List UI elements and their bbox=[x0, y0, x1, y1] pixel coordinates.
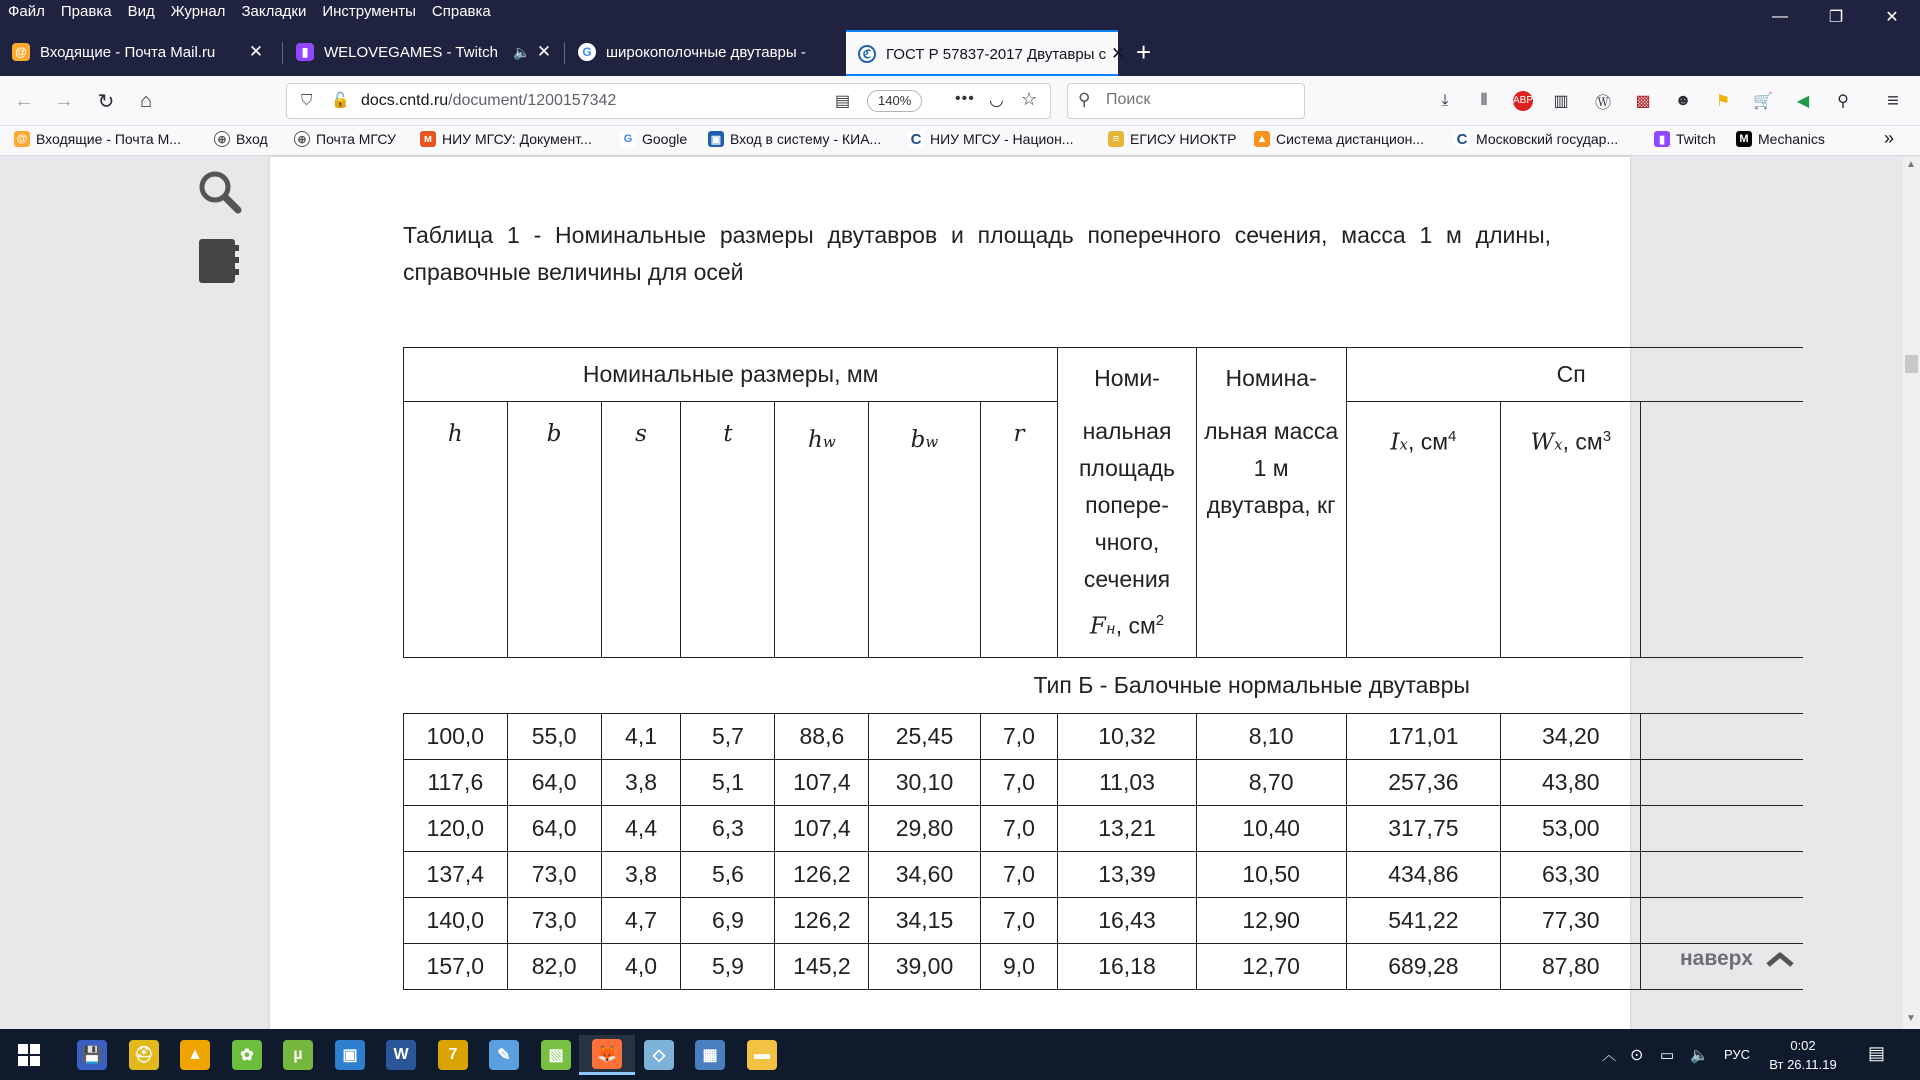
header-area bbox=[1058, 348, 1196, 658]
menu-item[interactable]: Закладки bbox=[241, 3, 307, 20]
table-cell: 7,0 bbox=[980, 852, 1058, 898]
sketchbook-app-icon: ▧ bbox=[541, 1040, 571, 1070]
bookmark-egisu[interactable] bbox=[1108, 131, 1237, 147]
table-cell: 4,1 bbox=[601, 714, 681, 760]
new-tab-button[interactable]: + bbox=[1136, 36, 1152, 67]
header-col-hw: hw bbox=[775, 402, 869, 658]
header-reference-values: Сп bbox=[1346, 348, 1803, 402]
bookmark-google[interactable] bbox=[620, 131, 687, 147]
start-button[interactable] bbox=[0, 1035, 58, 1075]
sidebar-icon[interactable]: ▥ bbox=[1553, 93, 1569, 110]
cntd-icon: ℭ bbox=[858, 45, 876, 63]
table-cell: 34,15 bbox=[869, 898, 980, 944]
library-icon[interactable]: ⫴ bbox=[1480, 92, 1488, 109]
tab-google-search[interactable] bbox=[566, 36, 846, 68]
menu-item[interactable]: Справка bbox=[431, 3, 491, 20]
close-icon[interactable]: ✕ bbox=[1111, 44, 1126, 63]
table-cell: 3,8 bbox=[601, 852, 681, 898]
extension-red-icon[interactable]: ▩ bbox=[1635, 93, 1651, 110]
table-cell: 7,0 bbox=[980, 806, 1058, 852]
menu-item[interactable]: Вид bbox=[127, 3, 155, 20]
table-cell: 4,7 bbox=[601, 898, 681, 944]
bookmark-label: Twitch bbox=[1676, 131, 1716, 147]
google-icon: G bbox=[620, 131, 636, 147]
to-top-label: наверх bbox=[1680, 947, 1753, 970]
header-col-ix: Ix, $см^4$ bbox=[1346, 402, 1500, 658]
bookmark-label: Google bbox=[642, 131, 688, 147]
c-logo-icon: C bbox=[908, 131, 924, 147]
close-icon[interactable]: ✕ bbox=[248, 42, 264, 61]
table-cell: 73,0 bbox=[507, 852, 601, 898]
speaker-icon[interactable]: 🔈 bbox=[513, 43, 531, 60]
table-cell: 100,0 bbox=[404, 714, 508, 760]
taskbar-app[interactable] bbox=[682, 1035, 738, 1075]
table-cell: 157,0 bbox=[404, 944, 508, 990]
table-row bbox=[404, 714, 1804, 760]
insecure-lock-icon[interactable]: 🔓 bbox=[331, 92, 350, 109]
table-cell: 5,6 bbox=[681, 852, 775, 898]
table-cell: 73,0 bbox=[507, 898, 601, 944]
search-input[interactable] bbox=[1106, 91, 1296, 109]
table-row bbox=[404, 760, 1804, 806]
taskbar-app[interactable] bbox=[476, 1035, 532, 1075]
minimize-button[interactable]: — bbox=[1772, 8, 1788, 25]
url-text[interactable] bbox=[361, 92, 616, 110]
table-cell: 107,4 bbox=[775, 806, 869, 852]
header-col-s: s bbox=[601, 402, 681, 658]
close-window-button[interactable]: ✕ bbox=[1885, 9, 1899, 26]
explorer-app-icon: ▬ bbox=[747, 1040, 777, 1070]
bookmark-mgsu-documents[interactable] bbox=[420, 131, 592, 147]
table-cell: 29,80 bbox=[869, 806, 980, 852]
home-icon[interactable]: ⌂ bbox=[139, 89, 153, 112]
table-cell: 53,00 bbox=[1501, 806, 1641, 852]
close-icon[interactable]: ✕ bbox=[536, 42, 552, 61]
header-col-wx: Wx, $см^3$ bbox=[1501, 402, 1641, 658]
header-col-bw: bw bbox=[869, 402, 980, 658]
taskbar-app[interactable] bbox=[373, 1035, 429, 1075]
tab-title: широкополочные двутавры - bbox=[606, 43, 806, 61]
table-cell: 126,2 bbox=[775, 898, 869, 944]
menu-item[interactable]: Журнал bbox=[170, 3, 226, 20]
calculator-app-icon: ▦ bbox=[695, 1040, 725, 1070]
table-cell: 8,10 bbox=[1196, 714, 1346, 760]
taskbar-app[interactable] bbox=[579, 1035, 635, 1075]
bookmark-label: Система дистанцион... bbox=[1276, 131, 1425, 147]
table-cell: 117,6 bbox=[404, 760, 508, 806]
table-row bbox=[404, 806, 1804, 852]
archicad-app-icon: ▲ bbox=[180, 1040, 210, 1070]
maximize-button[interactable]: ❐ bbox=[1828, 9, 1844, 26]
bookmark-label: Mechanics bbox=[1758, 131, 1825, 147]
header-mass bbox=[1196, 348, 1346, 658]
bookmark-label: Входящие - Почта М... bbox=[36, 131, 181, 147]
table-cell: 16,43 bbox=[1058, 898, 1196, 944]
table-cell: 7,0 bbox=[980, 760, 1058, 806]
table-viewport bbox=[403, 347, 1612, 1047]
bookmark-label: Вход bbox=[236, 131, 268, 147]
bookmark-mechanics[interactable] bbox=[1736, 131, 1825, 147]
taskbar-app[interactable] bbox=[528, 1035, 584, 1075]
table-row bbox=[404, 898, 1804, 944]
bookmark-mgsu-national[interactable] bbox=[908, 131, 1073, 147]
table-cell: 64,0 bbox=[507, 760, 601, 806]
table-cell: 7,0 bbox=[980, 714, 1058, 760]
table-cell: 5,7 bbox=[681, 714, 775, 760]
header-area-top: Номи- bbox=[1094, 365, 1160, 391]
table-cell-empty bbox=[1641, 806, 1803, 852]
table-cell: 107,4 bbox=[775, 760, 869, 806]
table-cell: 434,86 bbox=[1346, 852, 1500, 898]
mgsu-icon: м bbox=[420, 131, 436, 147]
volume-icon[interactable]: 🔈 bbox=[1690, 1046, 1709, 1064]
forward-arrow-icon[interactable]: → bbox=[54, 89, 74, 112]
table-cell: 34,60 bbox=[869, 852, 980, 898]
bookmark-mail[interactable] bbox=[14, 131, 181, 147]
bookmark-label: НИУ МГСУ - Национ... bbox=[930, 131, 1074, 147]
scroll-thumb[interactable] bbox=[1905, 355, 1918, 373]
tab-separator bbox=[282, 42, 283, 64]
tab-mail[interactable] bbox=[0, 36, 274, 68]
mail-at-icon: @ bbox=[14, 131, 30, 147]
header-col-b: b bbox=[507, 402, 601, 658]
taskbar-app[interactable] bbox=[270, 1035, 326, 1075]
taskbar-app[interactable] bbox=[219, 1035, 275, 1075]
taskbar-app[interactable] bbox=[425, 1035, 481, 1075]
hamburger-menu-icon[interactable]: ≡ bbox=[1887, 89, 1899, 112]
defender-icon[interactable]: ⊙ bbox=[1630, 1046, 1644, 1064]
table-cell-empty bbox=[1641, 760, 1803, 806]
table-cell: 689,28 bbox=[1346, 944, 1500, 990]
taskbar-app[interactable] bbox=[322, 1035, 378, 1075]
table-cell: 6,9 bbox=[681, 898, 775, 944]
taskbar-app[interactable] bbox=[734, 1035, 790, 1075]
word-app-icon: W bbox=[386, 1040, 416, 1070]
google-icon: G bbox=[578, 43, 596, 61]
table-cell: 88,6 bbox=[775, 714, 869, 760]
tab-title: Входящие - Почта Mail.ru bbox=[40, 43, 216, 61]
side-tools bbox=[195, 167, 255, 287]
chevron-up-icon bbox=[1765, 951, 1795, 967]
table-cell: 10,32 bbox=[1058, 714, 1196, 760]
table-cell: 12,90 bbox=[1196, 898, 1346, 944]
type-row-label: Тип Б - Балочные нормальные двутавры bbox=[404, 658, 1804, 714]
header-mass-rest: льная масса 1 м двутавра, кг bbox=[1204, 418, 1339, 518]
windows-logo-icon bbox=[18, 1044, 40, 1066]
tab-title: ГОСТ Р 57837-2017 Двутавры с bbox=[886, 45, 1107, 63]
globe-icon: ⊕ bbox=[294, 131, 310, 147]
pocket-icon[interactable]: ◡ bbox=[989, 90, 1004, 109]
table-cell: 257,36 bbox=[1346, 760, 1500, 806]
table-cell: 16,18 bbox=[1058, 944, 1196, 990]
downloads-icon[interactable]: ⤓ bbox=[1441, 92, 1449, 109]
taskbar-app[interactable] bbox=[167, 1035, 223, 1075]
url-domain: docs.cntd.ru bbox=[361, 92, 449, 109]
twitch-icon: ▮ bbox=[296, 43, 314, 61]
table-cell: 171,01 bbox=[1346, 714, 1500, 760]
notebook-icon[interactable] bbox=[195, 235, 243, 287]
bookmark-label: Вход в систему - КИА... bbox=[730, 131, 882, 147]
table-cell: 126,2 bbox=[775, 852, 869, 898]
firefox-app-icon: 🦊 bbox=[592, 1039, 622, 1069]
bookmark-distance-system[interactable] bbox=[1254, 131, 1424, 147]
page-actions-icon[interactable]: ••• bbox=[955, 90, 975, 107]
bookmark-twitch[interactable] bbox=[1654, 131, 1716, 147]
table-cell: 9,0 bbox=[980, 944, 1058, 990]
menu-item[interactable]: Правка bbox=[60, 3, 112, 20]
table-cell: 77,30 bbox=[1501, 898, 1641, 944]
bookmarks-toolbar bbox=[0, 126, 1920, 156]
mail-at-icon: @ bbox=[12, 43, 30, 61]
twitch-icon: ▮ bbox=[1654, 131, 1670, 147]
kias-icon: ▣ bbox=[708, 131, 724, 147]
back-arrow-icon[interactable]: ← bbox=[14, 89, 34, 112]
notifications-icon[interactable]: ▤ bbox=[1868, 1043, 1886, 1063]
tab-title: WELOVEGAMES - Twitch bbox=[324, 43, 498, 61]
table-cell: 87,80 bbox=[1501, 944, 1641, 990]
tracking-shield-icon[interactable]: ⛉ bbox=[301, 92, 313, 109]
table-cell: 5,9 bbox=[681, 944, 775, 990]
bookmark-star-icon[interactable]: ☆ bbox=[1021, 89, 1038, 109]
scroll-to-top-button[interactable] bbox=[1680, 947, 1795, 971]
header-col-r: r bbox=[980, 402, 1058, 658]
bookmark-moscow-state[interactable] bbox=[1454, 131, 1618, 147]
search-icon[interactable] bbox=[195, 167, 243, 215]
table-cell: 8,70 bbox=[1196, 760, 1346, 806]
green-extension-icon[interactable]: ◀ bbox=[1796, 93, 1810, 110]
table-cell: 13,21 bbox=[1058, 806, 1196, 852]
chevron-up-icon[interactable]: ︿ bbox=[1602, 1046, 1616, 1063]
photo-viewer-icon: ▣ bbox=[335, 1040, 365, 1070]
page-content bbox=[0, 157, 1903, 1029]
pin-icon[interactable]: ⚲ bbox=[1837, 93, 1849, 110]
table-cell: 4,0 bbox=[601, 944, 681, 990]
taskbar-app[interactable] bbox=[116, 1035, 172, 1075]
clock-date: Вт 26.11.19 bbox=[1769, 1057, 1837, 1072]
cart-icon[interactable]: 🛒 bbox=[1753, 93, 1773, 110]
tab-gost-active[interactable] bbox=[846, 30, 1126, 76]
c-logo-icon: C bbox=[1454, 131, 1470, 147]
table-cell: 5,1 bbox=[681, 760, 775, 806]
taskbar-app[interactable] bbox=[631, 1035, 687, 1075]
header-area-symbol: Fн, $см^2$ bbox=[1089, 612, 1165, 640]
tab-twitch[interactable] bbox=[284, 36, 562, 68]
paint-brush-app-icon: ✎ bbox=[489, 1040, 519, 1070]
table-cell: 140,0 bbox=[404, 898, 508, 944]
header-area-rest: нальная площадь попере-чного, сечения bbox=[1078, 418, 1176, 592]
table-cell-empty bbox=[1641, 898, 1803, 944]
search-box[interactable] bbox=[1067, 83, 1305, 119]
bookmark-kias[interactable] bbox=[708, 131, 881, 147]
reader-view-icon[interactable]: ▤ bbox=[835, 93, 851, 110]
table-row bbox=[404, 852, 1804, 898]
table-cell-empty bbox=[1641, 714, 1803, 760]
tab-strip bbox=[0, 26, 1920, 76]
network-icon[interactable]: ▭ bbox=[1660, 1046, 1675, 1064]
search-icon: ⚲ bbox=[1078, 90, 1091, 109]
table-cell: 6,3 bbox=[681, 806, 775, 852]
bookmark-mgsu-mail[interactable] bbox=[294, 131, 396, 147]
bookmark-label: Московский государ... bbox=[1476, 131, 1619, 147]
bookmark-label: НИУ МГСУ: Документ... bbox=[442, 131, 592, 147]
utorrent-app-icon: µ bbox=[283, 1040, 313, 1070]
tab-separator bbox=[564, 42, 565, 64]
bookmark-label: Почта МГСУ bbox=[316, 131, 396, 147]
scroll-up-arrow-icon[interactable]: ▲ bbox=[1906, 159, 1916, 170]
table-caption: Таблица 1 - Номинальные размеры двутавров и площадь поперечного сечения, масса 1 м длины, справочные величины для осей bbox=[403, 222, 1551, 285]
windows-taskbar bbox=[0, 1029, 1920, 1080]
table-cell: 13,39 bbox=[1058, 852, 1196, 898]
table-cell: 7,0 bbox=[980, 898, 1058, 944]
url-path: /document/1200157342 bbox=[448, 92, 617, 109]
table-cell: 10,40 bbox=[1196, 806, 1346, 852]
header-nominal-sizes: Номинальные размеры, мм bbox=[404, 348, 1058, 402]
bookmark-login[interactable] bbox=[214, 131, 268, 147]
table-cell: 11,03 bbox=[1058, 760, 1196, 806]
table-cell: 55,0 bbox=[507, 714, 601, 760]
table-cell: 10,50 bbox=[1196, 852, 1346, 898]
reload-icon[interactable]: ↻ bbox=[97, 90, 115, 113]
table-cell: 39,00 bbox=[869, 944, 980, 990]
table-cell: 3,8 bbox=[601, 760, 681, 806]
vertical-scrollbar[interactable] bbox=[1903, 157, 1920, 1029]
header-col-t: t bbox=[681, 402, 775, 658]
mechanics-icon: M bbox=[1736, 131, 1752, 147]
menu-items bbox=[8, 3, 491, 20]
flag-extension-icon[interactable]: ⚑ bbox=[1715, 93, 1731, 110]
clock[interactable] bbox=[1768, 1036, 1838, 1074]
table-cell: 64,0 bbox=[507, 806, 601, 852]
menu-bar bbox=[0, 0, 1920, 26]
globe-icon: ⊕ bbox=[214, 131, 230, 147]
adblock-icon[interactable]: ABP bbox=[1510, 88, 1536, 114]
table-cell: 43,80 bbox=[1501, 760, 1641, 806]
table-cell: 4,4 bbox=[601, 806, 681, 852]
header-col-h: h bbox=[404, 402, 508, 658]
zoom-level-badge[interactable]: 140% bbox=[867, 90, 922, 112]
header-col-extra bbox=[1641, 402, 1803, 658]
database-icon: ≡ bbox=[1108, 131, 1124, 147]
hardhat-app-icon: ⛑ bbox=[129, 1040, 159, 1070]
table-row bbox=[404, 944, 1804, 990]
table-cell: 63,30 bbox=[1501, 852, 1641, 898]
scroll-down-arrow-icon[interactable]: ▼ bbox=[1906, 1013, 1916, 1024]
table-cell: 145,2 bbox=[775, 944, 869, 990]
menu-item[interactable]: Инструменты bbox=[322, 3, 416, 20]
seven-app-icon: 7 bbox=[438, 1040, 468, 1070]
eraser-app-icon: ◇ bbox=[644, 1040, 674, 1070]
table-cell-empty bbox=[1641, 852, 1803, 898]
table-cell: 317,75 bbox=[1346, 806, 1500, 852]
table-cell: 12,70 bbox=[1196, 944, 1346, 990]
table-cell: 541,22 bbox=[1346, 898, 1500, 944]
table-cell: 34,20 bbox=[1501, 714, 1641, 760]
table-cell: 30,10 bbox=[869, 760, 980, 806]
navigation-bar bbox=[0, 76, 1920, 126]
cap-icon: ▲ bbox=[1254, 131, 1270, 147]
table-cell: 82,0 bbox=[507, 944, 601, 990]
table-cell: 25,45 bbox=[869, 714, 980, 760]
url-bar[interactable] bbox=[286, 83, 1051, 119]
table-cell: 120,0 bbox=[404, 806, 508, 852]
menu-item[interactable]: Файл bbox=[8, 3, 45, 20]
table-cell: 137,4 bbox=[404, 852, 508, 898]
save-app-icon: 💾 bbox=[77, 1040, 107, 1070]
taskbar-app[interactable] bbox=[64, 1035, 120, 1075]
account-icon[interactable]: ☻ bbox=[1674, 92, 1692, 109]
dimensions-table bbox=[403, 347, 1803, 990]
wordpress-icon[interactable]: Ⓦ bbox=[1594, 94, 1611, 112]
language-indicator[interactable]: РУС bbox=[1724, 1047, 1751, 1062]
clock-time: 0:02 bbox=[1790, 1038, 1816, 1053]
table-body bbox=[404, 714, 1804, 990]
bookmark-label: ЕГИСУ НИОКТР bbox=[1130, 131, 1237, 147]
paint-app-icon: ✿ bbox=[232, 1040, 262, 1070]
header-mass-top: Номина- bbox=[1225, 365, 1317, 391]
bookmarks-overflow-icon[interactable]: » bbox=[1884, 128, 1895, 148]
